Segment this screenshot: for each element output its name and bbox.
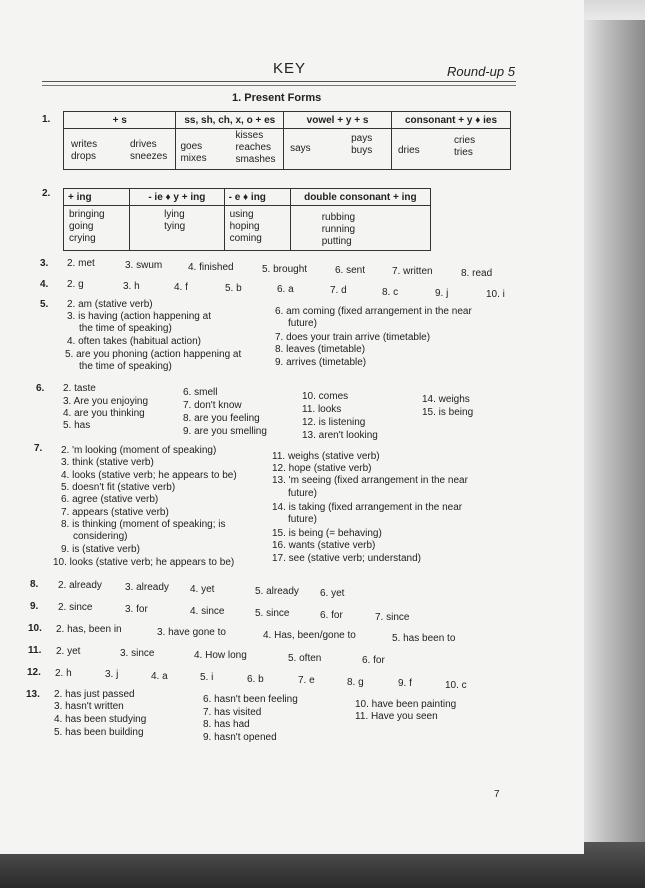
answer-item: 11. Have you seen <box>355 711 438 722</box>
answer-item: considering) <box>73 531 128 542</box>
answer-item: 13. 'm seeing (fixed arrangement in the near <box>272 475 468 486</box>
answer-item: 6. am coming (fixed arrangement in the near <box>275 306 472 317</box>
answer-item: 3. for <box>125 604 148 615</box>
answer-item: 17. see (stative verb; understand) <box>272 553 421 564</box>
answer-item: 2. yet <box>56 646 81 657</box>
answer-item: 3. have gone to <box>157 627 226 638</box>
answer-item: 9. arrives (timetable) <box>275 357 367 368</box>
answer-item: 4. since <box>190 606 225 617</box>
table-cell: cries <box>453 135 476 146</box>
answer-item: 3. j <box>105 669 119 680</box>
exercise-number: 12. <box>27 667 41 678</box>
answer-item: 3. h <box>123 281 140 292</box>
answer-item: 2. g <box>67 279 84 290</box>
answer-item: 5. has been building <box>54 727 144 738</box>
table-header: - ie ♦ y + ing <box>130 189 224 206</box>
answer-item: 9. is (stative verb) <box>61 544 140 555</box>
answer-item: 2. h <box>55 668 72 679</box>
answer-item: 3. already <box>125 582 169 593</box>
answer-item: 5. has been to <box>392 633 456 644</box>
answer-item: 6. sent <box>335 265 366 276</box>
answer-item: 5. since <box>255 608 290 619</box>
section-title: 1. Present Forms <box>232 92 322 104</box>
table-header: + ing <box>64 189 130 206</box>
answer-item: 14. weighs <box>422 394 470 405</box>
table-cell: reaches <box>235 142 272 153</box>
answer-item: 2. met <box>67 258 95 269</box>
answer-item: 5. brought <box>262 264 308 275</box>
answer-item: 5. doesn't fit (stative verb) <box>61 482 176 493</box>
answer-item: 4. are you thinking <box>63 408 145 419</box>
answer-item: 10. c <box>445 680 467 691</box>
table-cell: bringing <box>69 209 105 220</box>
table-cell: tying <box>164 221 186 232</box>
exercise-number: 5. <box>40 299 49 310</box>
scan-edge-right <box>582 20 645 850</box>
answer-item: 5. are you phoning (action happening at <box>65 349 242 360</box>
answer-item: 6. hasn't been feeling <box>203 694 298 705</box>
answer-item: 6. b <box>247 674 264 685</box>
answer-item: 15. is being (= behaving) <box>272 528 382 539</box>
page-number: 7 <box>494 789 500 800</box>
answer-item: 7. written <box>392 266 433 277</box>
answer-item: 13. aren't looking <box>302 430 378 441</box>
table-cell: sneezes <box>130 151 168 162</box>
answer-item: 8. leaves (timetable) <box>275 344 366 355</box>
answer-item: 3. think (stative verb) <box>61 457 154 468</box>
exercise-number: 10. <box>28 623 42 634</box>
answer-item: 7. e <box>298 675 315 686</box>
answer-item: 2. 'm looking (moment of speaking) <box>61 445 217 456</box>
answer-item: 11. weighs (stative verb) <box>272 451 380 462</box>
answer-item: 7. since <box>375 612 410 623</box>
table-cell: using <box>229 209 254 220</box>
answer-item: 10. looks (stative verb; he appears to be) <box>53 557 235 568</box>
table-cell: crying <box>69 233 96 244</box>
table-header: consonant + y ♦ ies <box>391 112 510 129</box>
exercise-number: 2. <box>42 188 51 199</box>
table-cell: drives <box>130 139 157 150</box>
answer-item: 15. is being <box>422 407 474 418</box>
answer-item: 6. for <box>320 610 343 621</box>
answer-item: 9. j <box>435 288 449 299</box>
answer-item: 4. yet <box>190 584 215 595</box>
table-cell: writes <box>71 139 98 150</box>
exercise-number: 13. <box>26 689 40 700</box>
answer-item: 4. f <box>174 282 188 293</box>
answer-item: 6. a <box>277 284 294 295</box>
answer-item: 4. often takes (habitual action) <box>67 336 201 347</box>
answer-item: 11. looks <box>302 404 342 415</box>
answer-item: 2. am (stative verb) <box>67 299 153 310</box>
answer-item: 7. d <box>330 285 347 296</box>
answer-item: 4. finished <box>188 262 234 273</box>
answer-item: 5. has <box>63 420 91 431</box>
answer-item: 16. wants (stative verb) <box>272 540 376 551</box>
answer-item: 3. since <box>120 648 155 659</box>
answer-item: 10. comes <box>302 391 349 402</box>
exercise-number: 8. <box>30 579 39 590</box>
table-header: + s <box>64 112 176 129</box>
table-cell: rubbing <box>321 212 356 223</box>
answer-item: 8. read <box>461 268 493 279</box>
table-cell: says <box>290 143 311 154</box>
answer-item: 7. has visited <box>203 707 262 718</box>
answer-item: 6. agree (stative verb) <box>61 494 159 505</box>
answer-item: 6. smell <box>183 387 218 398</box>
table-cell: putting <box>321 236 352 247</box>
answer-item: 9. are you smelling <box>183 426 267 437</box>
answer-item: 3. is having (action happening at <box>67 311 211 322</box>
answer-item: 7. appears (stative verb) <box>61 507 169 518</box>
table-header: - e ♦ ing <box>224 189 290 206</box>
answer-item: future) <box>288 488 317 499</box>
exercise-number: 1. <box>42 114 51 125</box>
exercise-number: 7. <box>34 443 43 454</box>
exercise-number: 6. <box>36 383 45 394</box>
answer-item: the time of speaking) <box>79 323 172 334</box>
answer-item: 3. Are you enjoying <box>63 396 149 407</box>
answer-item: 4. has been studying <box>54 714 147 725</box>
answer-item: 12. is listening <box>302 417 366 428</box>
exercise-number: 3. <box>40 258 49 269</box>
answer-item: 3. swum <box>125 260 163 271</box>
answer-item: 8. is thinking (moment of speaking; is <box>61 519 226 530</box>
answer-item: 12. hope (stative verb) <box>272 463 372 474</box>
page-title: KEY <box>273 60 307 77</box>
answer-item: 4. Has, been/gone to <box>263 630 356 641</box>
table-cell: hoping <box>229 221 260 232</box>
answer-item: 6. yet <box>320 588 345 599</box>
answer-item: 10. i <box>486 289 505 300</box>
answer-item: 3. hasn't written <box>54 701 124 712</box>
table-cell: going <box>69 221 94 232</box>
answer-item: 5. already <box>255 586 299 597</box>
table-cell: smashes <box>235 154 276 165</box>
answer-item: 2. has just passed <box>54 689 135 700</box>
table-header: vowel + y + s <box>284 112 392 129</box>
answer-item: 14. is taking (fixed arrangement in the near <box>272 502 463 513</box>
table-cell: mixes <box>180 153 207 164</box>
answer-item: 6. for <box>362 655 385 666</box>
exercise-number: 4. <box>40 279 49 290</box>
answer-item: 5. i <box>200 672 214 683</box>
answer-item: the time of speaking) <box>79 361 172 372</box>
spelling-table-ing <box>63 188 431 251</box>
answer-item: 4. How long <box>194 650 247 661</box>
table-header: ss, sh, ch, x, o + es <box>176 112 284 129</box>
answer-item: 7. does your train arrive (timetable) <box>275 332 431 343</box>
spelling-table-s <box>63 111 511 170</box>
answer-item: 4. a <box>151 671 168 682</box>
table-cell: dries <box>397 145 420 156</box>
answer-item: 5. often <box>288 653 322 664</box>
answer-item: 2. already <box>58 580 102 591</box>
answer-item: future) <box>288 318 317 329</box>
answer-item: 5. b <box>225 283 242 294</box>
answer-item: 8. has had <box>203 719 250 730</box>
answer-item: 8. are you feeling <box>183 413 260 424</box>
answer-item: future) <box>288 514 317 525</box>
answer-item: 8. g <box>347 677 364 688</box>
table-header: double consonant + ing <box>290 189 430 206</box>
table-cell: tries <box>453 147 473 158</box>
answer-item: 2. since <box>58 602 93 613</box>
table-cell: lying <box>164 209 185 220</box>
exercise-number: 9. <box>30 601 39 612</box>
table-cell: drops <box>71 151 97 162</box>
header-rule <box>42 81 516 82</box>
table-cell: running <box>321 224 356 235</box>
table-cell: kisses <box>235 130 264 141</box>
answer-item: 7. don't know <box>183 400 242 411</box>
answer-item: 9. hasn't opened <box>203 732 277 743</box>
answer-item: 4. looks (stative verb; he appears to be) <box>61 470 237 481</box>
table-cell: pays <box>351 133 373 144</box>
header-rule-thin <box>42 85 516 86</box>
table-cell: buys <box>351 145 373 156</box>
table-cell: coming <box>229 233 262 244</box>
answer-item: 2. taste <box>63 383 96 394</box>
answer-item: 10. have been painting <box>355 699 457 710</box>
exercise-number: 11. <box>28 645 42 656</box>
answer-item: 9. f <box>398 678 412 689</box>
answer-item: 2. has, been in <box>56 624 122 635</box>
table-cell: goes <box>180 141 203 152</box>
round-label: Round-up 5 <box>447 64 515 79</box>
answer-item: 8. c <box>382 287 399 298</box>
